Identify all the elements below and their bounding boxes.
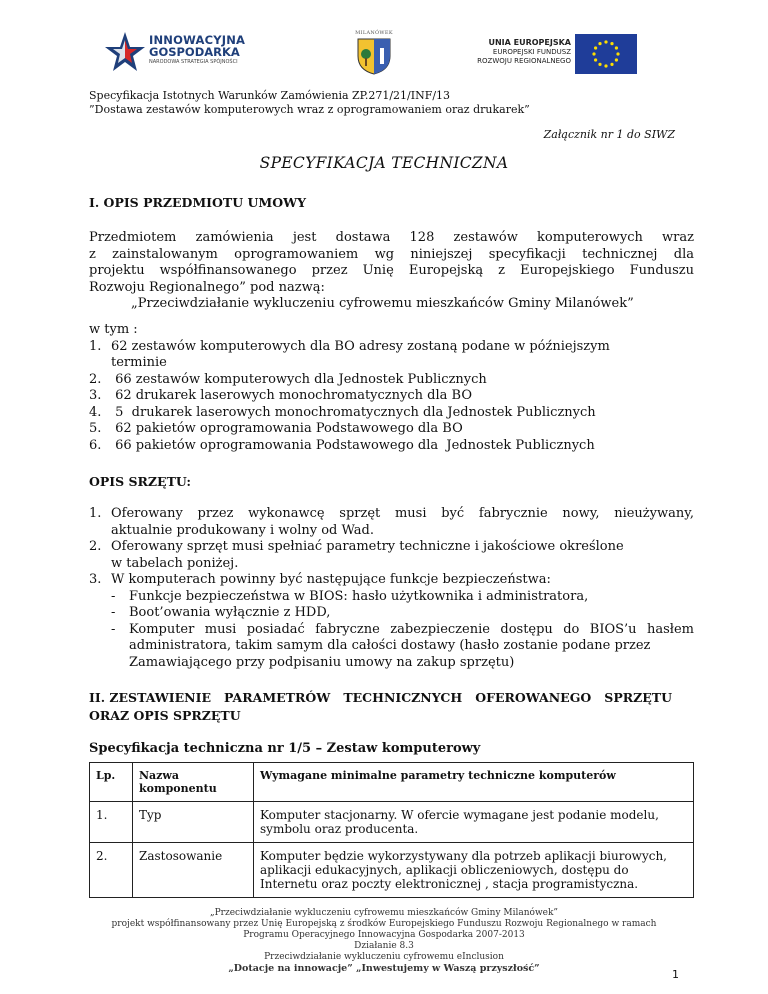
bullet-item: - Funkcje bezpieczeństwa w BIOS: hasło użytkownika i administratora, [111, 588, 589, 604]
footer-line1: „Przeciwdziałanie wykluczeniu cyfrowemu mieszkańców Gminy Milanówek” [209, 908, 559, 918]
dash-bullet: - [111, 605, 116, 620]
col-header-params: Wymagane minimalne parametry techniczne komputerów [254, 763, 694, 802]
scope-list [89, 322, 694, 454]
col-header-nazwa: Nazwa komponentu [133, 763, 254, 802]
section1-paragraph [89, 230, 694, 313]
ig-line3: NARODOWA STRATEGIA SPÓJNOŚCI [149, 59, 238, 65]
cell-params: Komputer będzie wykorzystywany dla potrzeb aplikacji biurowych, aplikacji edukacyjnych, aplikacji obliczeniowych, dostępu do Internetu oraz poczty elektronicznej , stacja programistyczna. [254, 843, 694, 898]
eu-logo-text [456, 38, 571, 66]
ig-line1: INNOWACYJNA [149, 33, 246, 47]
opis-list [89, 506, 694, 671]
cell-lp: 2. [90, 843, 133, 898]
list-item: 2. 66 zestawów komputerowych dla Jednostek Publicznych [89, 371, 487, 387]
list-item: 2. Oferowany sprzęt musi spełniać parametry techniczne i jakościowe określone w tabelach poniżej. [89, 539, 624, 571]
list-item: 3. W komputerach powinny być następujące funkcje bezpieczeństwa: [89, 572, 551, 587]
footer-line2: projekt współfinansowany przez Unię Europejską z środków Europejskiego Funduszu Rozwoju Regionalnego w ramach [111, 919, 657, 929]
milanowek-crest [346, 30, 402, 80]
cell-nazwa: Typ [133, 802, 254, 843]
innowacyjna-gospodarka-logo [103, 28, 253, 76]
table-header-row [90, 763, 694, 802]
footer-line6: „Dotacje na innowacje” „Inwestujemy w Waszą przyszłość” [228, 963, 540, 974]
milanowek-label: MILANÓWEK [355, 30, 393, 36]
dash-bullet: - [111, 588, 116, 604]
opis-heading: OPIS SRZĘTU: [89, 474, 191, 489]
section2-heading-line2: ORAZ OPIS SPRZĘTU [89, 708, 241, 723]
para-line: Przedmiotem zamówienia jest dostawa 128 zestawów komputerowych wraz [89, 230, 694, 245]
table-row [90, 802, 694, 843]
dash-bullet: - [111, 621, 116, 637]
footer-line3: Programu Operacyjnego Innowacyjna Gospodarka 2007-2013 [243, 930, 525, 940]
page-footer [0, 908, 768, 974]
page-number: 1 [672, 968, 679, 981]
spec-table [89, 762, 694, 898]
bullet-item: - Boot’owania wyłącznie z HDD, [111, 605, 331, 620]
siwz-header-line2: ”Dostawa zestawów komputerowych wraz z oprogramowaniem oraz drukarek” [89, 103, 530, 116]
cell-lp: 1. [90, 802, 133, 843]
project-name: „Przeciwdziałanie wykluczeniu cyfrowemu mieszkańców Gminy Milanówek” [131, 296, 634, 311]
footer-line4: Działanie 8.3 [354, 941, 414, 951]
list-item: 4. 5 drukarek laserowych monochromatycznych dla Jednostek Publicznych [89, 404, 596, 420]
annex-label: Załącznik nr 1 do SIWZ [543, 128, 675, 141]
star-logo-icon [103, 30, 147, 74]
cell-params: Komputer stacjonarny. W ofercie wymagane jest podanie modelu, symbolu oraz producenta. [254, 802, 694, 843]
section2-heading-line1: II. ZESTAWIENIE PARAMETRÓW TECHNICZNYCH OFEROWANEGO SPRZĘTU [89, 690, 672, 705]
list-item: 1. Oferowany przez wykonawcę sprzęt musi być fabrycznie nowy, nieużywany, aktualnie produkowany i wolny od Wad. [89, 506, 694, 538]
eu-line3: ROZWOJU REGIONALNEGO [477, 57, 571, 65]
section1-heading: I. OPIS PRZEDMIOTU UMOWY [89, 195, 307, 210]
table-row [90, 843, 694, 898]
para-line: z zainstalowanym oprogramowaniem wg niniejszej specyfikacji technicznej dla [89, 246, 694, 262]
list-item: 6. 66 pakietów oprogramowania Podstawowego dla Jednostek Publicznych [89, 437, 595, 453]
para-line: Rozwoju Regionalnego” pod nazwą: [89, 279, 325, 295]
coat-of-arms-icon [354, 36, 394, 76]
list-item: 5. 62 pakietów oprogramowania Podstawowego dla BO [89, 421, 463, 436]
col-header-lp: Lp. [90, 763, 133, 802]
eu-line1: UNIA EUROPEJSKA [488, 38, 571, 47]
table-title: Specyfikacja techniczna nr 1/5 – Zestaw komputerowy [89, 741, 481, 756]
bullet-item: - Komputer musi posiadać fabryczne zabezpieczenie dostępu do BIOS’u hasłem administratora, takim samym dla całości dostawy (hasło zostanie podane przez Zamawiającego przy podpisaniu umowy na zakup sprzętu) [111, 621, 694, 670]
eu-line2: EUROPEJSKI FUNDUSZ [492, 48, 571, 56]
list-item: 1. 62 zestawów komputerowych dla BO adresy zostaną podane w późniejszym terminie [89, 338, 610, 370]
ig-line2: GOSPODARKA [149, 45, 240, 59]
eu-flag-icon [575, 34, 637, 78]
para-line: projektu współfinansowanego przez Unię Europejską z Europejskiego Funduszu [89, 263, 694, 278]
cell-nazwa: Zastosowanie [133, 843, 254, 898]
document-title: SPECYFIKACJA TECHNICZNA [259, 154, 509, 172]
siwz-header-line1: Specyfikacja Istotnych Warunków Zamówienia ZP.271/21/INF/13 [89, 89, 451, 102]
wtym-label: w tym : [89, 322, 138, 337]
footer-line5: Przeciwdziałanie wykluczeniu cyfrowemu eInclusion [264, 952, 504, 962]
list-item: 3. 62 drukarek laserowych monochromatycznych dla BO [89, 388, 472, 403]
